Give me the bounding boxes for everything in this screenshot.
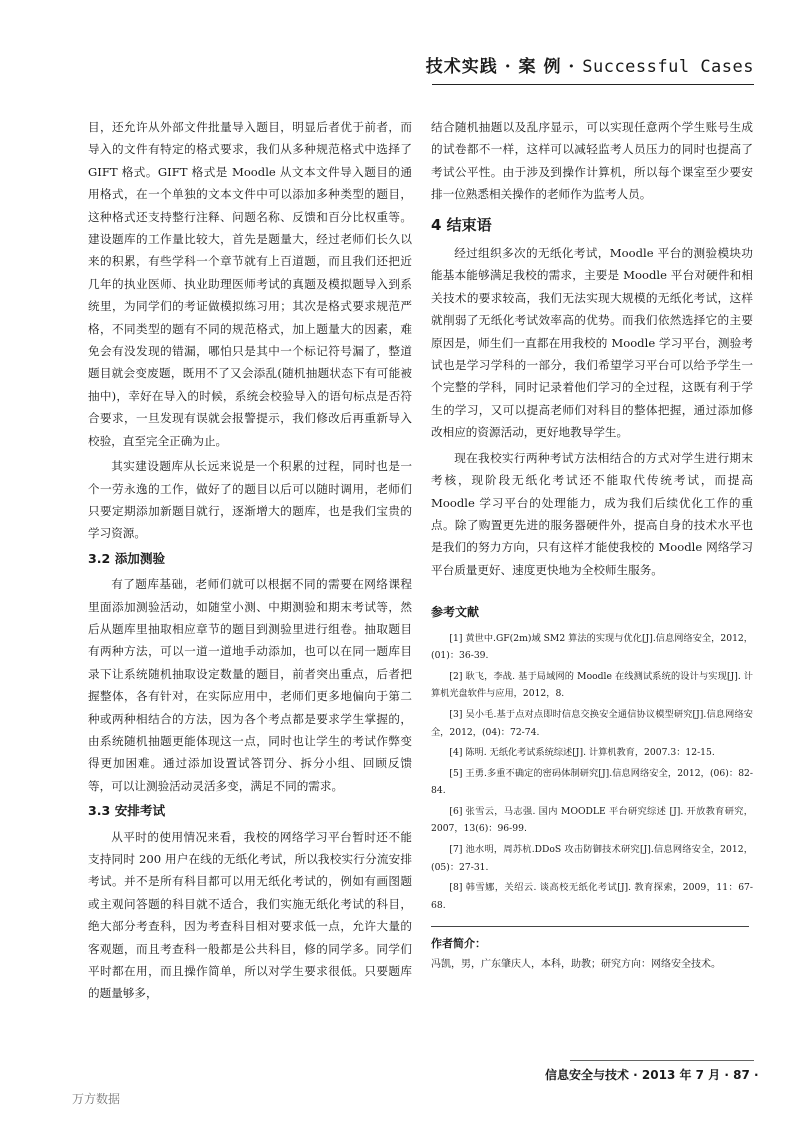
left-column — [88, 116, 412, 1008]
header-section: 技术实践 — [425, 57, 498, 77]
reference-item: [6] 张雪云，马志强. 国内 MOODLE 平台研究综述 [J]. 开放教育研究，2007，13(6)：96-99. — [431, 805, 753, 835]
reference-item: [5] 王勇.多重不确定的密码体制研究[J].信息网络安全，2012，(06)：82-84. — [431, 767, 753, 797]
left-paragraph-4: 从平时的使用情况来看，我校的网络学习平台暂时还不能支持同时 200 用户在线的无纸化考试，所以我校实行分流安排考试。并不是所有科目都可以用无纸化考试的，例如有画图题或主观问答题的科目就不适合，我们实施无纸化考试的科目，绝大部分考查科，因为考查科目相对要求低一点，允许大量的客观题，而且考查科一般都是公共科目，修的同学多。同学们平时都在用，而且操作简单，所以对学生要求很低。只要题库的题量够多， — [88, 829, 412, 1001]
left-paragraph-3: 有了题库基础，老师们就可以根据不同的需要在网络课程里面添加测验活动，如随堂小测、中期测验和期末考试等，然后从题库里抽取相应章节的题目到测验里进行组卷。抽取题目有两种方法，可以一道一道地手动添加，也可以在同一题库目录下让系统随机抽取设定数量的题目，前者突出重点，后者把握整体，各有针对，在实际应用中，老师们更多地偏向于第二种或两种相结合的方法，因为各个考点都是要求学生掌握的，由系统随机抽题更能体现这一点，同时也让学生的考试作弊变得更加困难。通过添加设置试答罚分、拆分小组、回顾反馈等，可以让测验活动灵活多变，满足不同的需求。 — [88, 577, 412, 793]
section-heading-3-2: 3.2 添加测验 — [88, 550, 166, 566]
header-rule — [432, 84, 754, 85]
reference-item: [1] 黄世中.GF(2m)域 SM2 算法的实现与优化[J].信息网络安全，2012，(01)：36-39. — [431, 632, 753, 662]
right-paragraph-2: 经过组织多次的无纸化考试，Moodle 平台的测验模块功能基本能够满足我校的需求，主要是 Moodle 平台对硬件和相关技术的要求较高，我们无法实现大规模的无纸化考试，这样就削弱了无纸化考试效率高的优势。而我们依然选择它的主要原因是，师生们一直都在用我校的 Moodle 学习平台，测验考试也是学习学科的一部分，我们希望学习平台可以给予学生一个完整的学科，同时记录着他们学习的全过程，这既有利于学生的学习，又可以提高老师们对科目的整体把握，通过添加修改相应的资源活动，更好地教导学生。 — [431, 246, 753, 440]
right-column — [431, 116, 753, 977]
reference-item: [3] 吴小毛.基于点对点即时信息交换安全通信协议模型研究[J].信息网络安全，2012，(04)：72-74. — [431, 708, 753, 738]
references-heading: 参考文献 — [431, 605, 480, 620]
section-heading-3-3: 3.3 安排考试 — [88, 803, 166, 819]
watermark: 万方数据 — [72, 1092, 121, 1106]
right-paragraph-3: 现在我校实行两种考试方法相结合的方式对学生进行期末考核，现阶段无纸化考试还不能取代传统考试，而提高 Moodle 学习平台的处理能力，成为我们后续优化工作的重点。除了购置更先进的服务器硬件外，提高自身的技术水平也是我们的努力方向，只有这样才能使我校的 Moodle 网络学习平台质量更好、速度更快地为全校师生服务。 — [431, 450, 753, 577]
left-paragraph-1: 目，还允许从外部文件批量导入题目，明显后者优于前者，而导入的文件有特定的格式要求，我们从多种规范格式中选择了 GIFT 格式。GIFT 格式是 Moodle 从文本文件导入题目的通用格式，在一个单独的文本文件中可以添加多种类型的题目，这种格式还支持整行注释、问题名称、反馈和百分比权重等。建设题库的工作量比较大，首先是题量大，经过老师们长久以来的积累，有些学科一个章节就有上百道题，而且我们还把近几年的执业医师、执业助理医师考试的真题及模拟题导入到系统里，为同学们的考证做模拟练习用；其次是格式要求规范严格，不同类型的题有不同的规范格式，加上题量大的因素，难免会有没发现的错漏，哪怕只是其中一个标记符号漏了，整道题目就会变废题，既用不了又会添乱(随机抽题状态下有可能被抽中)，幸好在导入的时候，系统会校验导入的语句标点是否符合要求，一旦发现有误就会报警提示，我们修改后再重新导入校验，直至完全正确为止。 — [88, 120, 412, 448]
author-divider — [431, 926, 749, 927]
footer-rule — [570, 1060, 754, 1061]
header-english: Successful Cases — [582, 57, 754, 77]
running-header: 技术实践 · 案 例 · Successful Cases — [425, 57, 754, 77]
reference-item: [8] 韩雪娜，关绍云. 谈高校无纸化考试[J]. 教育探索，2009，11：67-68. — [431, 882, 753, 911]
author-bio: 冯凯，男，广东肇庆人，本科，助教；研究方向：网络安全技术。 — [431, 959, 721, 971]
reference-item: [7] 池水明，周苏杭.DDoS 攻击防御技术研究[J].信息网络安全，2012，(05)：27-31. — [431, 844, 753, 873]
header-category: 案 例 — [518, 57, 562, 77]
right-paragraph-1: 结合随机抽题以及乱序显示，可以实现任意两个学生账号生成的试卷都不一样，这样可以减轻监考人员压力的同时也提高了考试公平性。由于涉及到操作计算机，所以每个课室至少要安排一位熟悉相关操作的老师作为监考人员。 — [431, 120, 753, 202]
reference-item: [2] 耿飞，李战. 基于局域网的 Moodle 在线测试系统的设计与实现[J]. 计算机光盘软件与应用，2012，8. — [431, 670, 753, 700]
page-footer: 信息安全与技术 · 2013 年 7 月 · 87 · — [545, 1068, 759, 1082]
references-list — [431, 630, 753, 915]
left-paragraph-2: 其实建设题库从长远来说是一个积累的过程，同时也是一个一劳永逸的工作，做好了的题目以后可以随时调用，老师们只要定期添加新题目就行，逐渐增大的题库，也是我们宝贵的学习资源。 — [88, 459, 412, 541]
section-heading-4: 4 结束语 — [431, 215, 492, 234]
author-heading: 作者简介： — [431, 937, 486, 951]
reference-item: [4] 陈明. 无纸化考试系统综述[J]. 计算机教育，2007.3：12-15. — [449, 747, 715, 759]
